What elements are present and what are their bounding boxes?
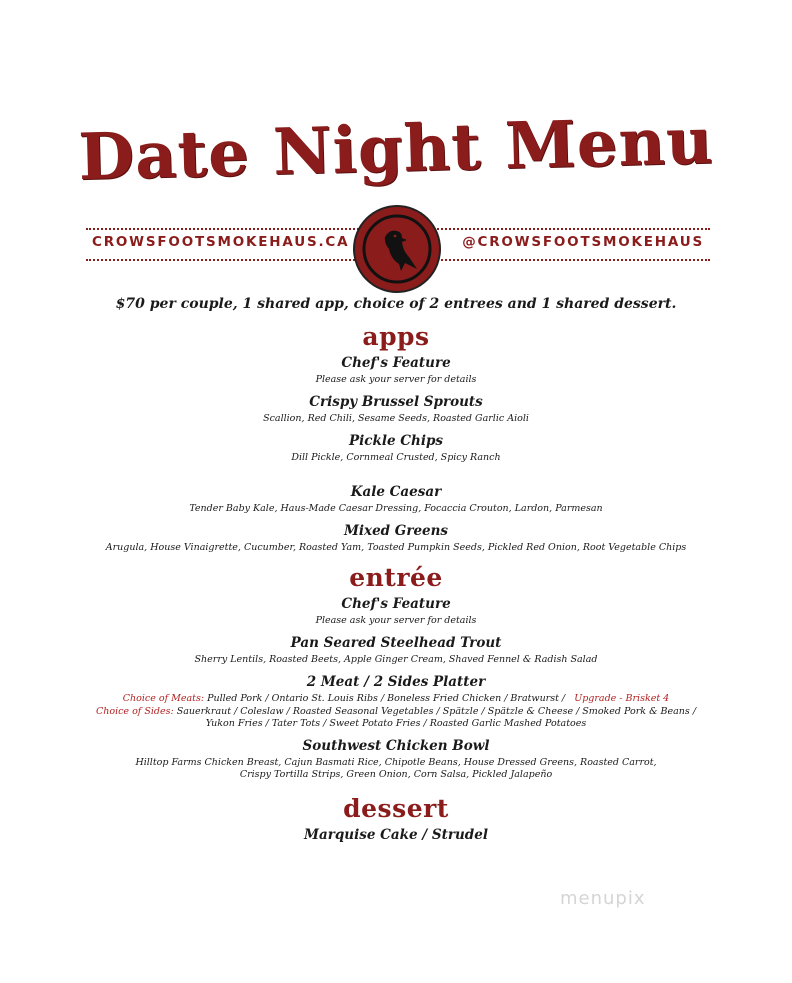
- platter-sides: [0, 706, 792, 717]
- watermark: menupix: [560, 888, 646, 909]
- menu-item-name: Pickle Chips: [349, 433, 443, 449]
- upgrade-note: Upgrade - Brisket 4: [574, 693, 670, 704]
- bowl-desc-line2: Crispy Tortilla Strips, Green Onion, Corn Salsa, Pickled Jalapeño: [239, 769, 553, 780]
- section-title-dessert: dessert: [343, 794, 449, 823]
- platter-name: 2 Meat / 2 Sides Platter: [306, 674, 486, 690]
- menu-content: [0, 296, 792, 843]
- menu-item-name: Chef's Feature: [341, 355, 451, 371]
- bowl-desc-line1: Hilltop Farms Chicken Breast, Cajun Basmati Rice, Chipotle Beans, House Dressed Greens, Roasted Carrot,: [135, 757, 657, 768]
- menu-item-desc: Sherry Lentils, Roasted Beets, Apple Ginger Cream, Shaved Fennel & Radish Salad: [194, 654, 598, 665]
- brand-row: [86, 205, 710, 285]
- menu-item-name: Kale Caesar: [350, 484, 442, 500]
- meats-label: Choice of Meats:: [122, 693, 205, 704]
- menu-item-desc: Scallion, Red Chili, Sesame Seeds, Roasted Garlic Aioli: [263, 413, 529, 424]
- dessert-items: Marquise Cake / Strudel: [304, 827, 488, 843]
- menu-item-desc: Please ask your server for details: [315, 374, 477, 385]
- platter-meats: [0, 693, 792, 704]
- menu-item-name: Pan Seared Steelhead Trout: [290, 635, 502, 651]
- section-title-apps: apps: [362, 322, 430, 351]
- sides-label: Choice of Sides:: [95, 706, 174, 717]
- meats-list: Pulled Pork / Ontario St. Louis Ribs / Boneless Fried Chicken / Bratwurst /: [207, 693, 566, 704]
- crow-logo-icon: [353, 205, 441, 293]
- intro-text: $70 per couple, 1 shared app, choice of 2 entrees and 1 shared dessert.: [115, 296, 677, 312]
- sides-list-line1: Sauerkraut / Coleslaw / Roasted Seasonal Vegetables / Spätzle / Spätzle & Cheese / Smoked Pork & Beans /: [176, 706, 697, 717]
- website-link[interactable]: CROWSFOOTSMOKEHAUS.CA: [92, 234, 350, 250]
- menu-item-name: Crispy Brussel Sprouts: [309, 394, 483, 410]
- bowl-name: Southwest Chicken Bowl: [302, 738, 490, 754]
- menu-item-desc: Dill Pickle, Cornmeal Crusted, Spicy Ranch: [291, 452, 501, 463]
- menu-item-desc: Please ask your server for details: [315, 615, 477, 626]
- menu-title: Date Night Menu: [77, 103, 715, 196]
- menu-item-desc: Arugula, House Vinaigrette, Cucumber, Roasted Yam, Toasted Pumpkin Seeds, Pickled Red Onion, Root Vegetable Chips: [105, 542, 687, 553]
- section-title-entree: entrée: [349, 563, 443, 592]
- sides-list-line2: Yukon Fries / Tater Tots / Sweet Potato Fries / Roasted Garlic Mashed Potatoes: [205, 718, 587, 729]
- menu-item-name: Mixed Greens: [343, 523, 449, 539]
- menu-item-desc: Tender Baby Kale, Haus-Made Caesar Dressing, Focaccia Crouton, Lardon, Parmesan: [189, 503, 603, 514]
- social-handle[interactable]: @CROWSFOOTSMOKEHAUS: [462, 234, 704, 250]
- menu-item-name: Chef's Feature: [341, 596, 451, 612]
